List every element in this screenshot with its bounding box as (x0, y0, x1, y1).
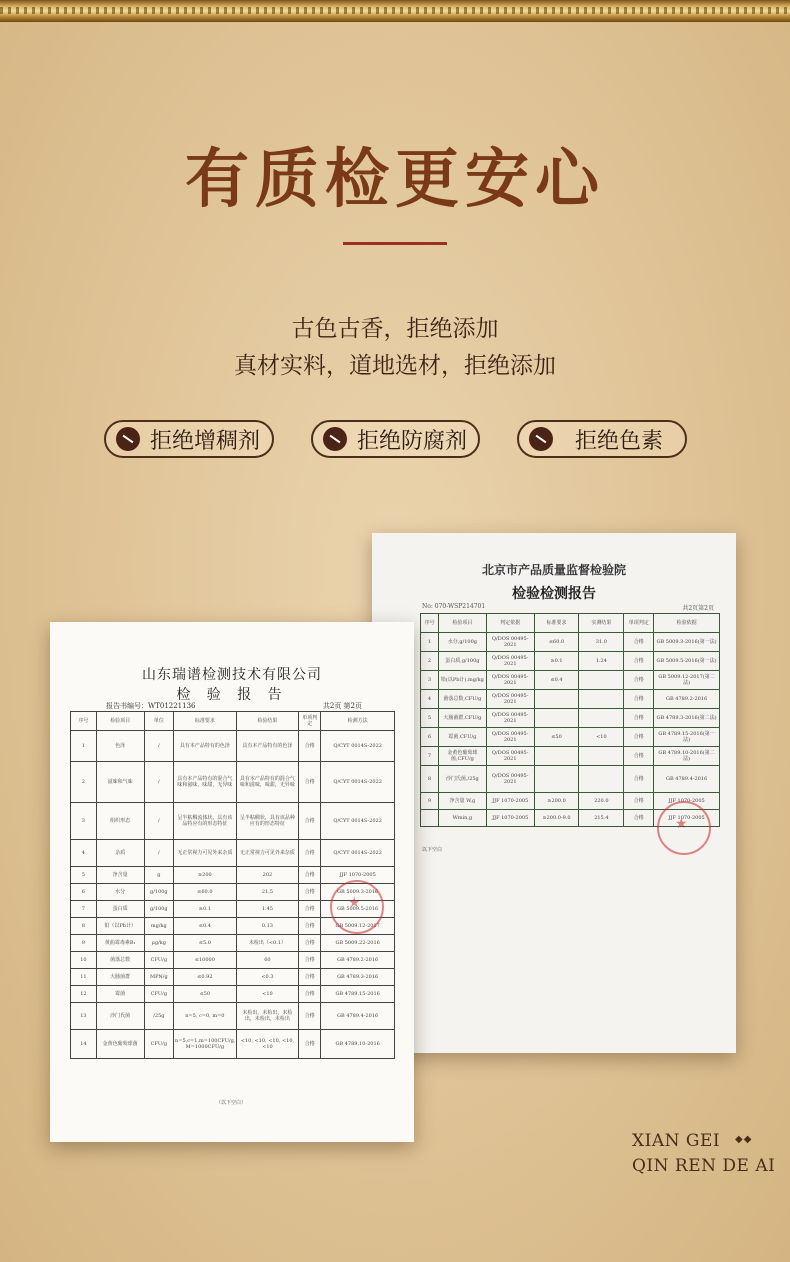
table-cell: GB 5009.3-2016(第一法) (654, 633, 720, 652)
table-cell: GB 4789.2-2016 (654, 690, 720, 709)
table-cell: ≥200.0-9.0 (534, 810, 579, 827)
table-cell: GB 4789.3-2016 (321, 969, 395, 986)
table-cell: 黄曲霉毒素B₁ (96, 935, 144, 952)
table-cell: 11 (71, 969, 97, 986)
table-cell: 2 (421, 652, 439, 671)
table-cell: <10 (236, 986, 299, 1003)
table-row (421, 728, 720, 747)
table-cell: Q/CYT 0014S-2022 (321, 762, 395, 803)
table-row (421, 690, 720, 709)
table-cell: 合格 (624, 652, 654, 671)
table-cell: GB 5009.5-2016 (321, 901, 395, 918)
table-header-cell: 序号 (71, 712, 97, 731)
table-cell (579, 766, 624, 793)
report-table (420, 613, 720, 827)
table-header-cell: 序号 (421, 614, 439, 633)
diamond-icon: ◆◆ (735, 1134, 753, 1145)
table-row (71, 1030, 395, 1059)
table-header-cell: 标准要求 (174, 712, 237, 731)
slash-icon (116, 427, 140, 451)
table-header-cell: 检验依据 (654, 614, 720, 633)
table-cell: CFU/g (144, 952, 173, 969)
table-cell: ≤0.4 (534, 671, 579, 690)
inspection-report-beijing (372, 533, 736, 1053)
table-cell: 9 (71, 935, 97, 952)
tag-label: 拒绝色素 (575, 428, 664, 454)
table-cell: 4 (421, 690, 439, 709)
table-cell: ≤5.0 (174, 935, 237, 952)
report-title: 检验检测报告 (512, 586, 596, 602)
table-row (71, 867, 395, 884)
table-cell: 无正常视力可见外来杂质 (236, 840, 299, 867)
table-cell: 铅(以Pb计),mg/kg (438, 671, 486, 690)
table-row (71, 1003, 395, 1030)
slash-icon (323, 427, 347, 451)
table-cell: 无正常视力可见外来杂质 (174, 840, 237, 867)
table-cell: μg/kg (144, 935, 173, 952)
table-cell (534, 747, 579, 766)
table-cell: 4 (71, 840, 97, 867)
report-end-note: （以下空白） (216, 1100, 247, 1106)
table-cell: ≤60.0 (534, 633, 579, 652)
table-cell: 金黄色葡萄球菌,CFU/g (438, 747, 486, 766)
table-cell: GB 4789.3-2016(第二法) (654, 709, 720, 728)
report-number: No: 070-WSP214701 (422, 603, 486, 610)
table-cell: GB 5009.22-2016 (321, 935, 395, 952)
table-cell: 合格 (299, 1003, 321, 1030)
table-cell: 合格 (299, 840, 321, 867)
table-cell: 8 (71, 918, 97, 935)
table-cell: Wmin,g (438, 810, 486, 827)
table-cell: ≤0.92 (174, 969, 237, 986)
table-cell: Q/CYT 0014S-2022 (321, 731, 395, 762)
table-cell: Q/DOS 00495-2021 (486, 633, 534, 652)
table-cell: 合格 (624, 766, 654, 793)
table-cell: 合格 (624, 793, 654, 810)
table-cell: / (144, 762, 173, 803)
table-cell: / (144, 803, 173, 840)
report-end-note: 以下空白 (422, 847, 443, 853)
table-header-cell: 标准要求 (534, 614, 579, 633)
table-cell: ≥0.1 (534, 652, 579, 671)
table-cell: 合格 (299, 901, 321, 918)
table-cell: 大肠菌群 (96, 969, 144, 986)
table-cell: GB 5009.12-2017(第二法) (654, 671, 720, 690)
table-cell: 蛋白质 (96, 901, 144, 918)
table-cell: 蛋白质,g/100g (438, 652, 486, 671)
table-cell: 未检出，未检出，未检出，未检出，未检出 (236, 1003, 299, 1030)
table-header-cell: 实测结果 (579, 614, 624, 633)
table-cell: <10 (579, 728, 624, 747)
table-cell: Q/DOS 00495-2021 (486, 709, 534, 728)
table-cell: 净含量 (96, 867, 144, 884)
table-row (71, 762, 395, 803)
table-cell: 202 (236, 867, 299, 884)
table-cell: 合格 (624, 690, 654, 709)
subtitle-line-2: 真材实料，道地选材，拒绝添加 (234, 353, 556, 379)
report-number: 报告书编号：WT01221136 (106, 702, 196, 710)
table-cell: 5 (71, 867, 97, 884)
table-cell: 1.45 (236, 901, 299, 918)
table-cell (579, 709, 624, 728)
table-cell (534, 709, 579, 728)
table-cell: 沙门氏菌,/25g (438, 766, 486, 793)
table-cell: GB 4789.10-2016(第二法) (654, 747, 720, 766)
table-cell: 7 (421, 747, 439, 766)
table-cell: GB 4789.15-2016 (321, 986, 395, 1003)
table-cell: Q/DOS 00495-2021 (486, 671, 534, 690)
table-cell: 13 (71, 1003, 97, 1030)
table-header-cell: 单位 (144, 712, 173, 731)
official-seal (330, 880, 384, 934)
table-cell: JJF 1070-2005 (654, 810, 720, 827)
table-cell: ≤50 (174, 986, 237, 1003)
table-cell: <0.3 (236, 969, 299, 986)
table-cell (579, 747, 624, 766)
table-cell: 60 (236, 952, 299, 969)
table-cell: 6 (71, 884, 97, 901)
table-cell: 具有本产品特有的色泽 (174, 731, 237, 762)
table-cell: GB 4789.4-2016 (321, 1003, 395, 1030)
table-cell: 12 (71, 986, 97, 1003)
report-page: 共2页 第2页 (322, 702, 362, 710)
table-cell (421, 810, 439, 827)
table-cell: ≤60.0 (174, 884, 237, 901)
table-cell: 21.5 (236, 884, 299, 901)
table-cell: GB 4789.4-2016 (654, 766, 720, 793)
table-row (421, 633, 720, 652)
footer-line-2: QIN REN DE AI (632, 1156, 776, 1176)
table-cell: 215.4 (579, 810, 624, 827)
table-row (71, 952, 395, 969)
table-cell: 合格 (624, 747, 654, 766)
table-cell (579, 690, 624, 709)
table-row (71, 935, 395, 952)
report-company: 山东瑞谱检测技术有限公司 (142, 667, 322, 683)
table-cell: JJF 1070-2005 (654, 793, 720, 810)
table-cell: Q/DOS 00495-2021 (486, 728, 534, 747)
table-cell: 220.0 (579, 793, 624, 810)
table-cell: 未检出（<0.1） (236, 935, 299, 952)
table-cell: 0.13 (236, 918, 299, 935)
table-cell: 7 (71, 901, 97, 918)
table-cell: <10, <10, <10, <10, <10 (236, 1030, 299, 1059)
table-cell: Q/DOS 00495-2021 (486, 652, 534, 671)
table-cell: 合格 (299, 952, 321, 969)
table-cell: ≤0.4 (174, 918, 237, 935)
table-cell: /25g (144, 1003, 173, 1030)
table-cell: ≤50 (534, 728, 579, 747)
table-cell: 3 (71, 803, 97, 840)
report-page: 共2页第2页 (682, 605, 714, 612)
table-cell: 1 (71, 731, 97, 762)
table-cell: 净含量 W,g (438, 793, 486, 810)
table-header-cell: 单项判定 (299, 712, 321, 731)
table-cell: 合格 (624, 810, 654, 827)
table-cell: 具有本产品特有的色泽 (236, 731, 299, 762)
table-cell: GB 5009.3-2016 (321, 884, 395, 901)
table-cell: 合格 (299, 762, 321, 803)
table-cell: 菌落总数,CFU/g (438, 690, 486, 709)
table-cell: GB 4789.2-2016 (321, 952, 395, 969)
table-cell: 呈半粘稠状，具有该品种应有的形态特征 (236, 803, 299, 840)
tag-no-thickener (104, 420, 274, 458)
table-cell: 5 (421, 709, 439, 728)
table-cell: 8 (421, 766, 439, 793)
table-cell (534, 690, 579, 709)
tag-no-preservative (311, 420, 480, 458)
table-cell: 合格 (299, 918, 321, 935)
table-cell: g (144, 867, 173, 884)
table-row (71, 803, 395, 840)
table-row (71, 840, 395, 867)
table-cell: g/100g (144, 901, 173, 918)
table-cell: 霉菌,CFU/g (438, 728, 486, 747)
table-cell: 1.24 (579, 652, 624, 671)
table-cell: 水分 (96, 884, 144, 901)
report-org: 北京市产品质量监督检验院 (481, 563, 626, 577)
table-cell: 合格 (299, 731, 321, 762)
table-cell: 大肠菌群,CFU/g (438, 709, 486, 728)
table-cell: 合格 (299, 867, 321, 884)
table-cell: GB 5009.5-2016(第一法) (654, 652, 720, 671)
table-cell: 合格 (624, 633, 654, 652)
table-cell: 具有本产品特有的混合气味和滋味，味甜，无异味 (174, 762, 237, 803)
table-cell: 2 (71, 762, 97, 803)
table-cell: CFU/g (144, 1030, 173, 1059)
table-cell: 合格 (299, 884, 321, 901)
tag-no-coloring (517, 420, 687, 458)
table-row (421, 747, 720, 766)
table-cell: Q/DOS 00495-2021 (486, 766, 534, 793)
table-cell (534, 766, 579, 793)
table-header-cell: 检验项目 (96, 712, 144, 731)
table-cell: GB 4789.10-2016 (321, 1030, 395, 1059)
table-cell: n=5, c=0, m=0 (174, 1003, 237, 1030)
inspection-report-shandong (50, 622, 414, 1142)
table-cell: 合格 (624, 671, 654, 690)
title-underline (343, 242, 447, 245)
table-header-cell: 判定依据 (486, 614, 534, 633)
table-cell: 沙门氏菌 (96, 1003, 144, 1030)
table-header-cell: 单项判定 (624, 614, 654, 633)
table-cell: 9 (421, 793, 439, 810)
table-cell: Q/CYT 0014S-2022 (321, 840, 395, 867)
table-cell: 杂质 (96, 840, 144, 867)
table-cell: Q/DOS 00495-2021 (486, 747, 534, 766)
table-cell: 31.0 (579, 633, 624, 652)
table-header-row (71, 712, 395, 731)
table-cell: MPN/g (144, 969, 173, 986)
table-cell: ≥0.1 (174, 901, 237, 918)
table-cell: 合格 (299, 1030, 321, 1059)
table-cell: 14 (71, 1030, 97, 1059)
table-row (421, 766, 720, 793)
table-header-cell: 检验项目 (438, 614, 486, 633)
table-cell: / (144, 840, 173, 867)
table-row (71, 986, 395, 1003)
table-cell: 金黄色葡萄球菌 (96, 1030, 144, 1059)
table-cell: JJF 1070-2005 (321, 867, 395, 884)
table-cell: g/100g (144, 884, 173, 901)
table-cell: 3 (421, 671, 439, 690)
table-cell: 10 (71, 952, 97, 969)
page-title: 有质检更安心 (185, 142, 605, 217)
table-row (421, 709, 720, 728)
table-row (421, 652, 720, 671)
table-cell (579, 671, 624, 690)
table-cell: / (144, 731, 173, 762)
table-cell: 霉菌 (96, 986, 144, 1003)
table-cell: 滋味和气味 (96, 762, 144, 803)
table-cell: JJF 1070-2005 (486, 810, 534, 827)
table-cell: 组织形态 (96, 803, 144, 840)
table-cell: 合格 (624, 728, 654, 747)
table-cell: 合格 (624, 709, 654, 728)
footer-line-1: XIAN GEI (632, 1131, 721, 1151)
table-header-row (421, 614, 720, 633)
table-row (421, 671, 720, 690)
table-cell: Q/DOS 00495-2021 (486, 690, 534, 709)
decorative-top-border (0, 0, 790, 22)
table-cell: 1 (421, 633, 439, 652)
table-row (71, 969, 395, 986)
table-cell: 6 (421, 728, 439, 747)
table-cell: ≥200.0 (534, 793, 579, 810)
table-cell: ≥200 (174, 867, 237, 884)
table-cell: 合格 (299, 803, 321, 840)
table-cell: n=5,c=1,m=100CFU/g, M=1000CFU/g (174, 1030, 237, 1059)
subtitle-line-1: 古色古香，拒绝添加 (291, 316, 499, 342)
table-cell: Q/CYT 0014S-2022 (321, 803, 395, 840)
table-cell: 色泽 (96, 731, 144, 762)
table-cell: 合格 (299, 986, 321, 1003)
table-cell: 铅（以Pb计） (96, 918, 144, 935)
table-cell: 呈半粘稠流体状，具有该品特应有的形态特征 (174, 803, 237, 840)
table-cell: GB 4789.15-2016(第一法) (654, 728, 720, 747)
official-seal (657, 801, 711, 855)
table-cell: GB 5009.12-2017 (321, 918, 395, 935)
table-cell: JJF 1070-2005 (486, 793, 534, 810)
slash-icon (529, 427, 553, 451)
tag-label: 拒绝增稠剂 (150, 428, 261, 454)
table-cell: mg/kg (144, 918, 173, 935)
table-cell: 水分,g/100g (438, 633, 486, 652)
table-cell: ≤10000 (174, 952, 237, 969)
table-row (71, 731, 395, 762)
tag-label: 拒绝防腐剂 (357, 428, 468, 454)
table-cell: 合格 (299, 935, 321, 952)
table-header-cell: 检测方法 (321, 712, 395, 731)
table-header-cell: 检验结果 (236, 712, 299, 731)
table-cell: 菌落总数 (96, 952, 144, 969)
report-title: 检 验 报 告 (176, 687, 288, 703)
table-cell: 合格 (299, 969, 321, 986)
table-cell: 具有本产品特有的混合气味和滋味，味甜，无异味 (236, 762, 299, 803)
table-cell: CFU/g (144, 986, 173, 1003)
